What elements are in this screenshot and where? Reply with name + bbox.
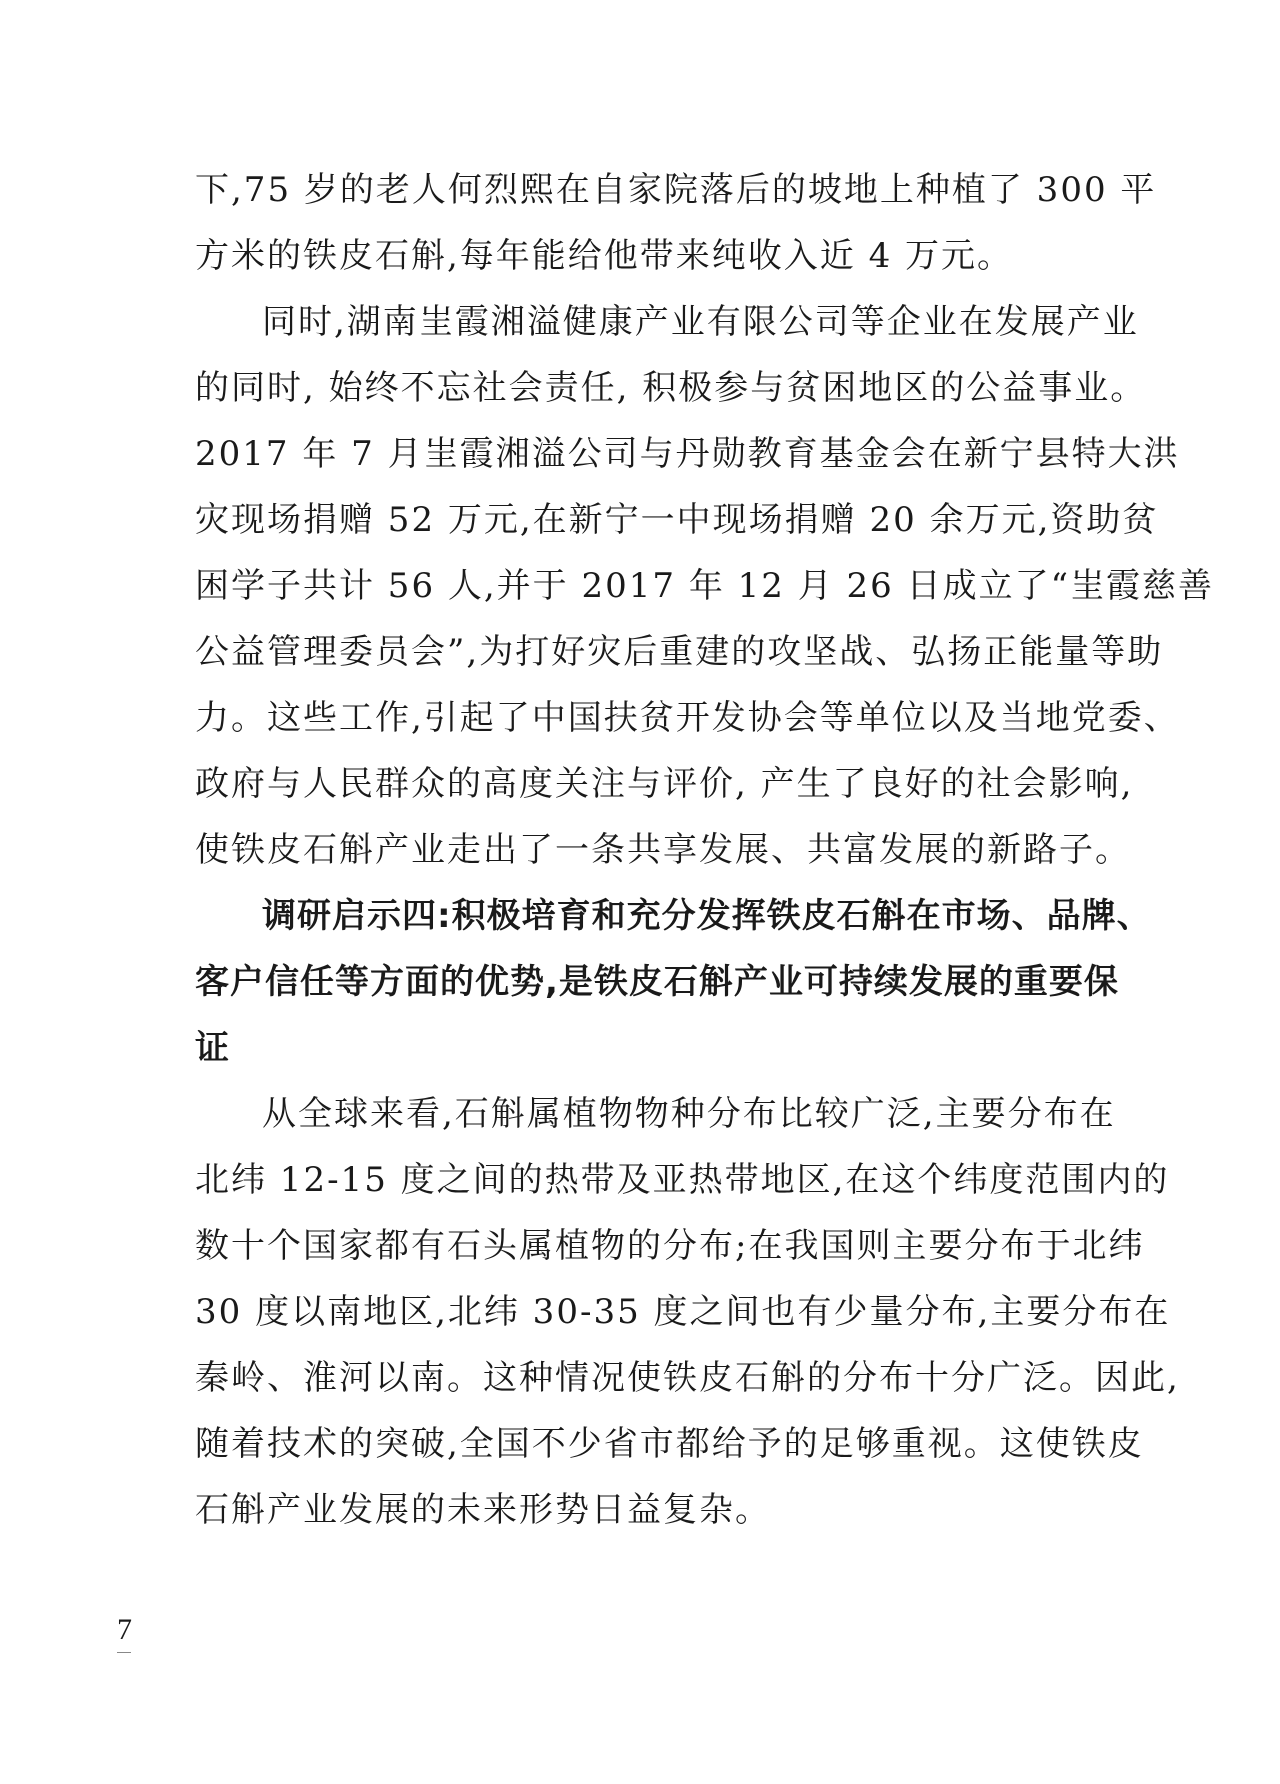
paragraph-3-line-1: 从全球来看,石斛属植物物种分布比较广泛,主要分布在 xyxy=(262,1094,1116,1134)
paragraph-1-line-2: 方米的铁皮石斛,每年能给他带来纯收入近 4 万元。 xyxy=(195,236,1014,276)
paragraph-2-line-4: 灾现场捐赠 52 万元,在新宁一中现场捐赠 20 余万元,资助贫 xyxy=(195,500,1159,540)
paragraph-3-line-3: 数十个国家都有石头属植物的分布;在我国则主要分布于北纬 xyxy=(195,1226,1145,1266)
paragraph-3-line-2: 北纬 12-15 度之间的热带及亚热带地区,在这个纬度范围内的 xyxy=(195,1160,1170,1200)
paragraph-3-line-7: 石斛产业发展的未来形势日益复杂。 xyxy=(195,1490,771,1530)
section-heading-line-3: 证 xyxy=(195,1028,230,1068)
paragraph-2-line-6: 公益管理委员会”,为打好灾后重建的攻坚战、弘扬正能量等助 xyxy=(195,632,1164,672)
paragraph-3-line-4: 30 度以南地区,北纬 30-35 度之间也有少量分布,主要分布在 xyxy=(195,1292,1171,1332)
paragraph-2-line-2: 的同时, 始终不忘社会责任, 积极参与贫困地区的公益事业。 xyxy=(195,368,1147,408)
paragraph-2-line-7: 力。这些工作,引起了中国扶贫开发协会等单位以及当地党委、 xyxy=(195,698,1180,738)
paragraph-3-line-6: 随着技术的突破,全国不少省市都给予的足够重视。这使铁皮 xyxy=(195,1424,1144,1464)
paragraph-1-line-1: 下,75 岁的老人何烈熙在自家院落后的坡地上种植了 300 平 xyxy=(195,170,1157,210)
section-heading-line-2: 客户信任等方面的优势,是铁皮石斛产业可持续发展的重要保 xyxy=(195,962,1119,1002)
paragraph-2-line-9: 使铁皮石斛产业走出了一条共享发展、共富发展的新路子。 xyxy=(195,830,1131,870)
section-heading-line-1: 调研启示四:积极培育和充分发挥铁皮石斛在市场、品牌、 xyxy=(262,896,1152,936)
page-number-underline xyxy=(117,1652,131,1653)
paragraph-3-line-5: 秦岭、淮河以南。这种情况使铁皮石斛的分布十分广泛。因此, xyxy=(195,1358,1180,1398)
paragraph-2-line-8: 政府与人民群众的高度关注与评价, 产生了良好的社会影响, xyxy=(195,764,1134,804)
paragraph-2-line-3: 2017 年 7 月㞷霞湘溢公司与丹勋教育基金会在新宁县特大洪 xyxy=(195,434,1180,474)
page-number: 7 xyxy=(117,1613,132,1646)
paragraph-2-line-1: 同时,湖南㞷霞湘溢健康产业有限公司等企业在发展产业 xyxy=(262,302,1139,342)
paragraph-2-line-5: 困学子共计 56 人,并于 2017 年 12 月 26 日成立了“㞷霞慈善 xyxy=(195,566,1214,606)
